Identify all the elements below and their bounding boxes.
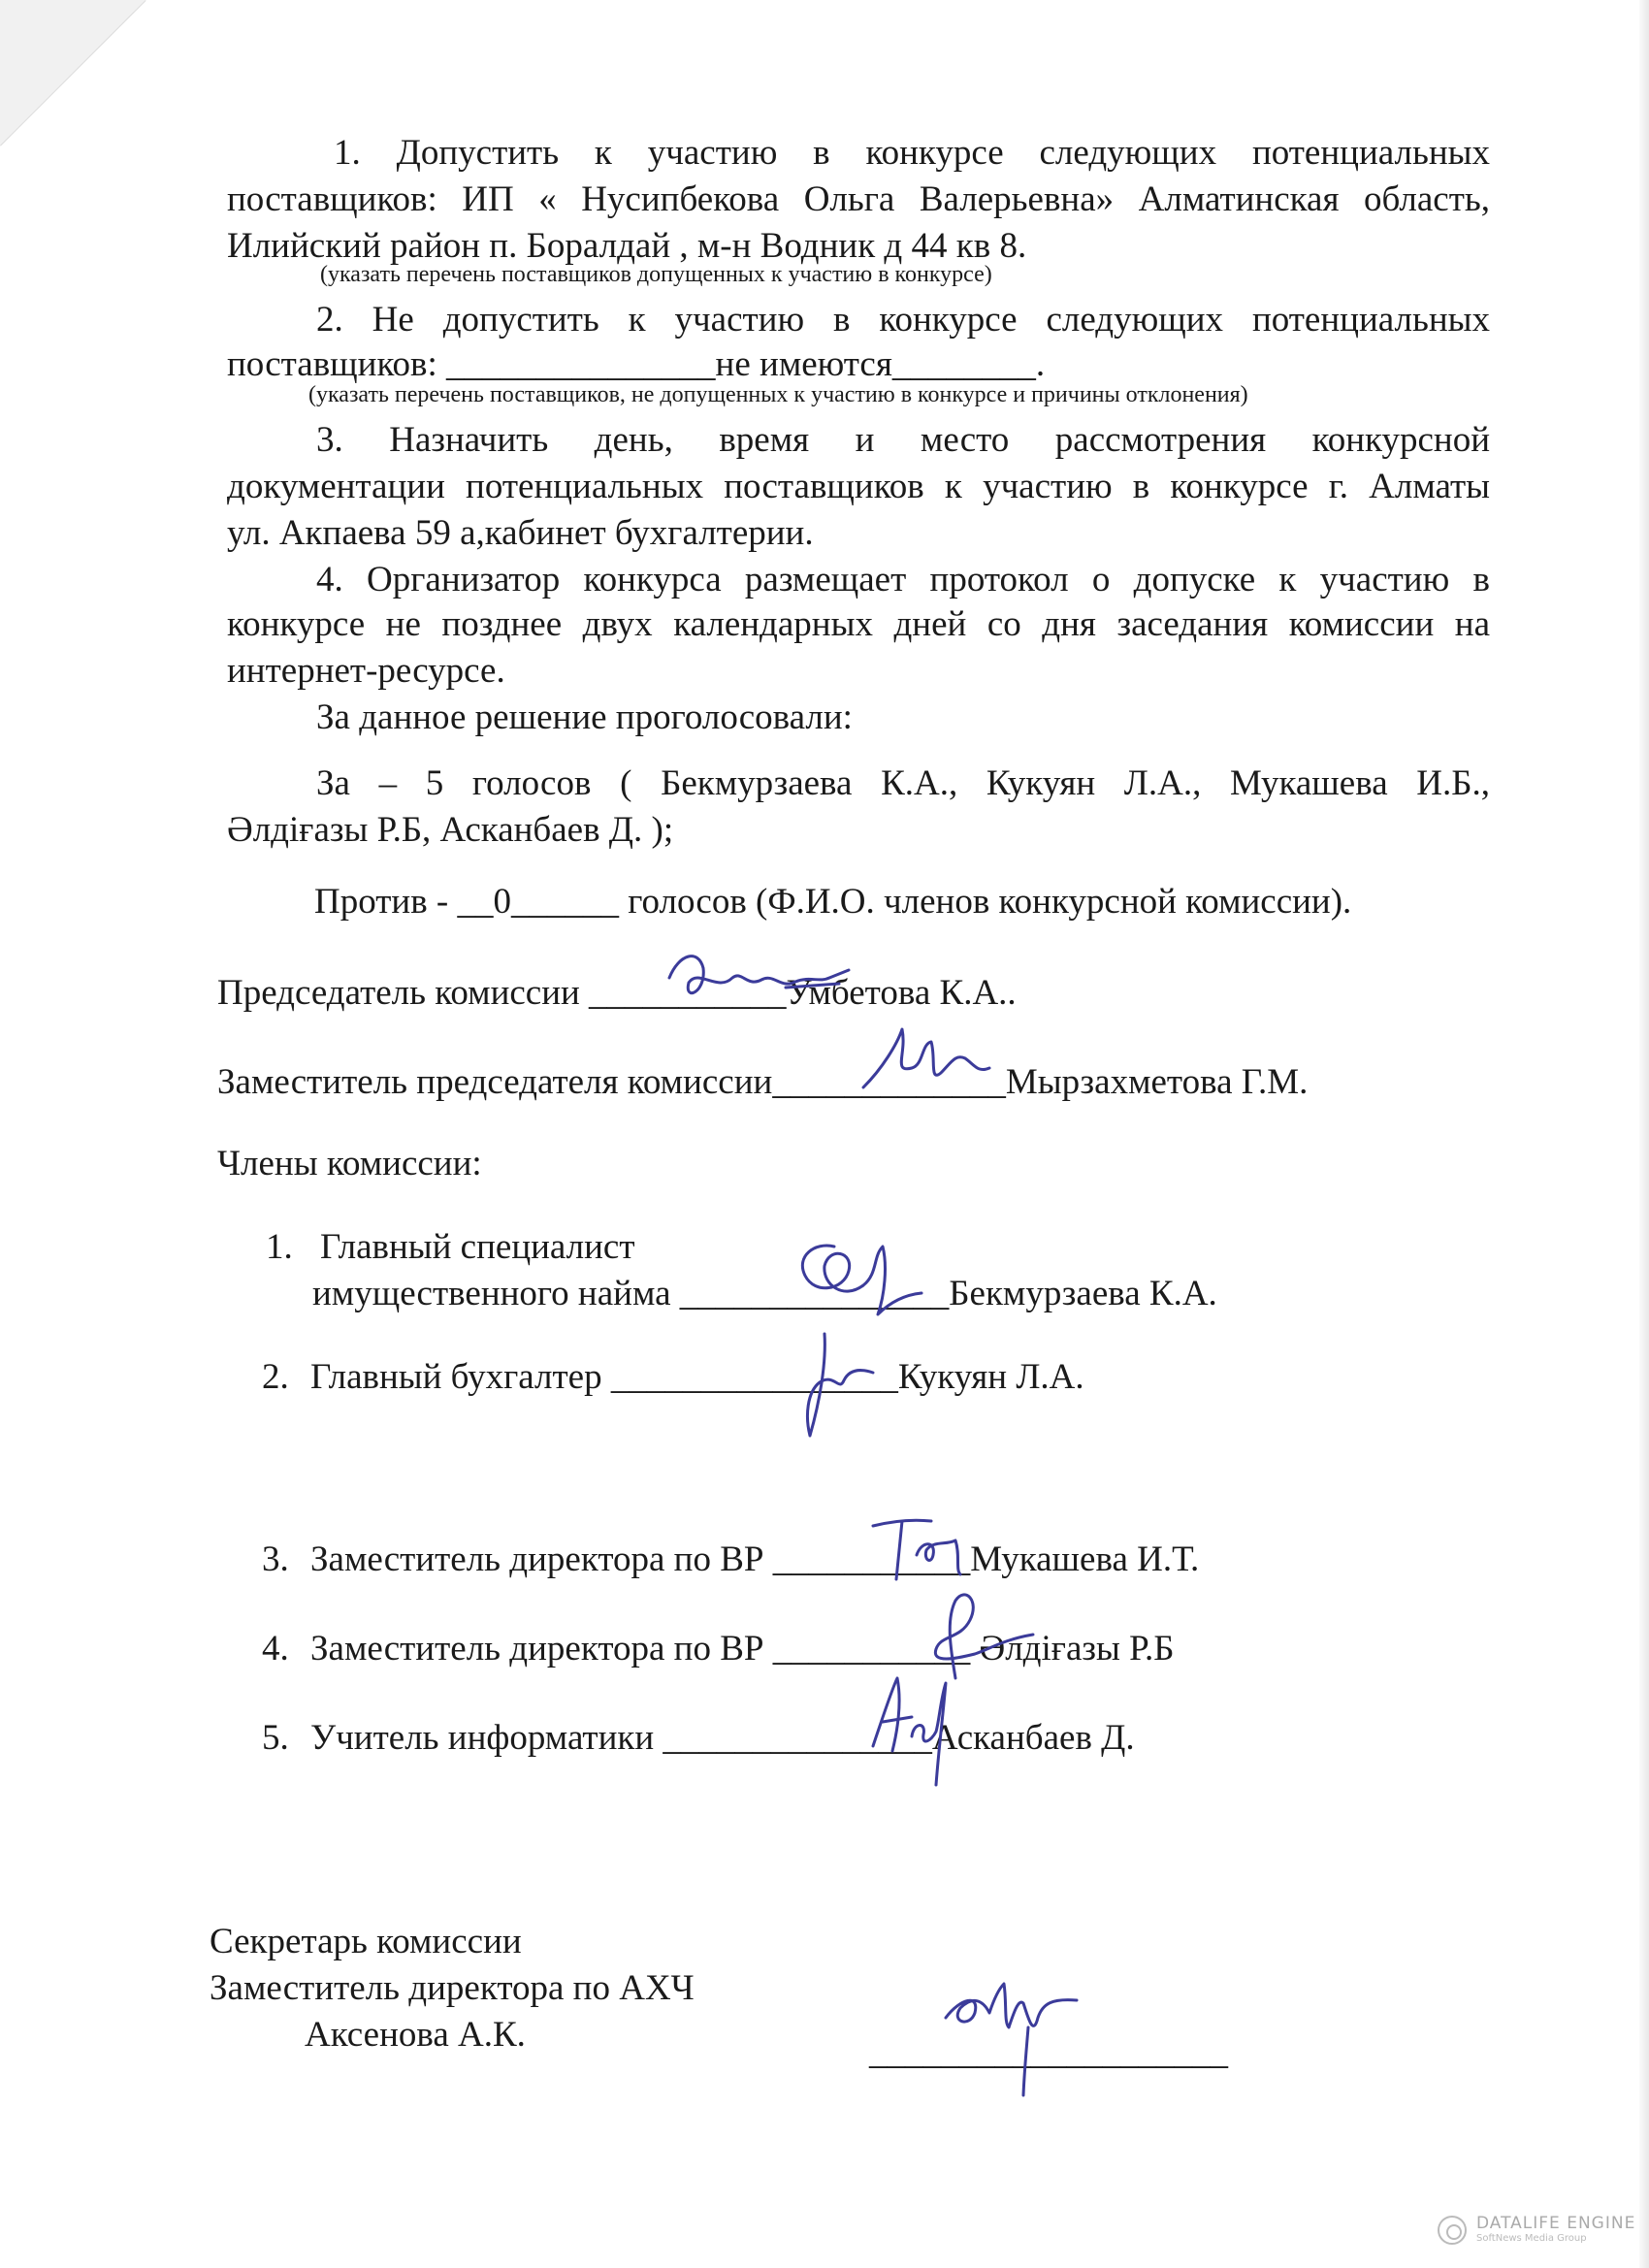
vote-for-line1: За – 5 голосов ( Бекмурзаева К.А., Кукуян Л.А., Мукашева И.Б.,	[316, 763, 1490, 803]
member2-signature-line: Главный бухгалтер ________________Кукуян Л.А.	[310, 1357, 1084, 1397]
member3-num: 3.	[262, 1539, 289, 1579]
item3-line1: 3. Назначить день, время и место рассмотрения конкурсной	[316, 420, 1490, 460]
watermark	[1438, 2212, 1636, 2251]
member1-signature-line: имущественного найма _______________Бекмурзаева К.А.	[312, 1274, 1217, 1313]
member1-num: 1.	[266, 1227, 293, 1267]
member1-signature-icon	[776, 1217, 931, 1334]
secretary-signature-icon	[931, 1960, 1096, 2105]
member3-signature-icon	[863, 1502, 989, 1589]
item1-line1: 1. Допустить к участию в конкурсе следующих потенциальных	[334, 133, 1490, 173]
item1-line3: Илийский район п. Боралдай , м-н Водник д 44 кв 8.	[227, 226, 1027, 266]
vote-intro: За данное решение проголосовали:	[316, 697, 853, 737]
datalife-engine-logo-icon	[1438, 2216, 1467, 2245]
item3-line2: документации потенциальных поставщиков к участию в конкурсе г. Алматы	[227, 467, 1490, 506]
member5-signature-icon	[854, 1669, 970, 1795]
item2-line1: 2. Не допустить к участию в конкурсе следующих потенциальных	[316, 300, 1490, 340]
chair-signature-line: Председатель комиссии ___________Умбетова К.А..	[217, 973, 1017, 1013]
watermark-sub: SoftNews Media Group	[1476, 2233, 1587, 2244]
secretary-role: Заместитель директора по АХЧ	[210, 1968, 695, 2008]
chair-signature-icon	[660, 939, 854, 1026]
item4-line2: конкурсе не позднее двух календарных дней со дня заседания комиссии на	[227, 604, 1490, 644]
deputy-signature-line: Заместитель председателя комиссии_____________Мырзахметова Г.М.	[217, 1062, 1309, 1102]
member2-num: 2.	[262, 1357, 289, 1397]
secretary-sign-line: ____________________	[869, 2032, 1228, 2072]
item1-note: (указать перечень поставщиков допущенных к участию в конкурсе)	[320, 262, 992, 287]
member4-num: 4.	[262, 1629, 289, 1669]
item4-line3: интернет-ресурсе.	[227, 651, 505, 691]
vote-against: Против - __0______ голосов (Ф.И.О. членов конкурсной комиссии).	[314, 882, 1352, 922]
deputy-signature-icon	[854, 1015, 999, 1112]
item2-note: (указать перечень поставщиков, не допущенных к участию в конкурсе и причины отклонения)	[308, 382, 1248, 407]
member1-role: Главный специалист	[320, 1227, 635, 1267]
members-title: Члены комиссии:	[217, 1144, 482, 1183]
watermark-brand: DATALIFE ENGINE	[1476, 2214, 1636, 2233]
member3-signature-line: Заместитель директора по ВР ___________Мукашева И.Т.	[310, 1539, 1200, 1579]
member4-signature-line: Заместитель директора по ВР ___________ Әлдiғазы Р.Б	[310, 1629, 1175, 1669]
item3-line3: ул. Акпаева 59 а,кабинет бухгалтерии.	[227, 513, 814, 553]
page-edge-shadow	[1639, 0, 1649, 2268]
secretary-name: Аксенова А.К.	[305, 2015, 526, 2055]
item2-line2: поставщиков: _______________не имеются________.	[227, 344, 1046, 384]
item4-line1: 4. Организатор конкурса размещает протокол о допуске к участию в	[316, 560, 1490, 599]
item1-line2: поставщиков: ИП « Нусипбекова Ольга Валерьевна» Алматинская область,	[227, 179, 1490, 219]
member5-num: 5.	[262, 1718, 289, 1758]
member5-signature-line: Учитель информатики _______________Асканбаев Д.	[310, 1718, 1135, 1758]
secretary-title: Секретарь комиссии	[210, 1922, 522, 1961]
vote-for-line2: Әлдiғазы Р.Б, Асканбаев Д. );	[227, 810, 674, 850]
member2-signature-icon	[766, 1324, 892, 1445]
